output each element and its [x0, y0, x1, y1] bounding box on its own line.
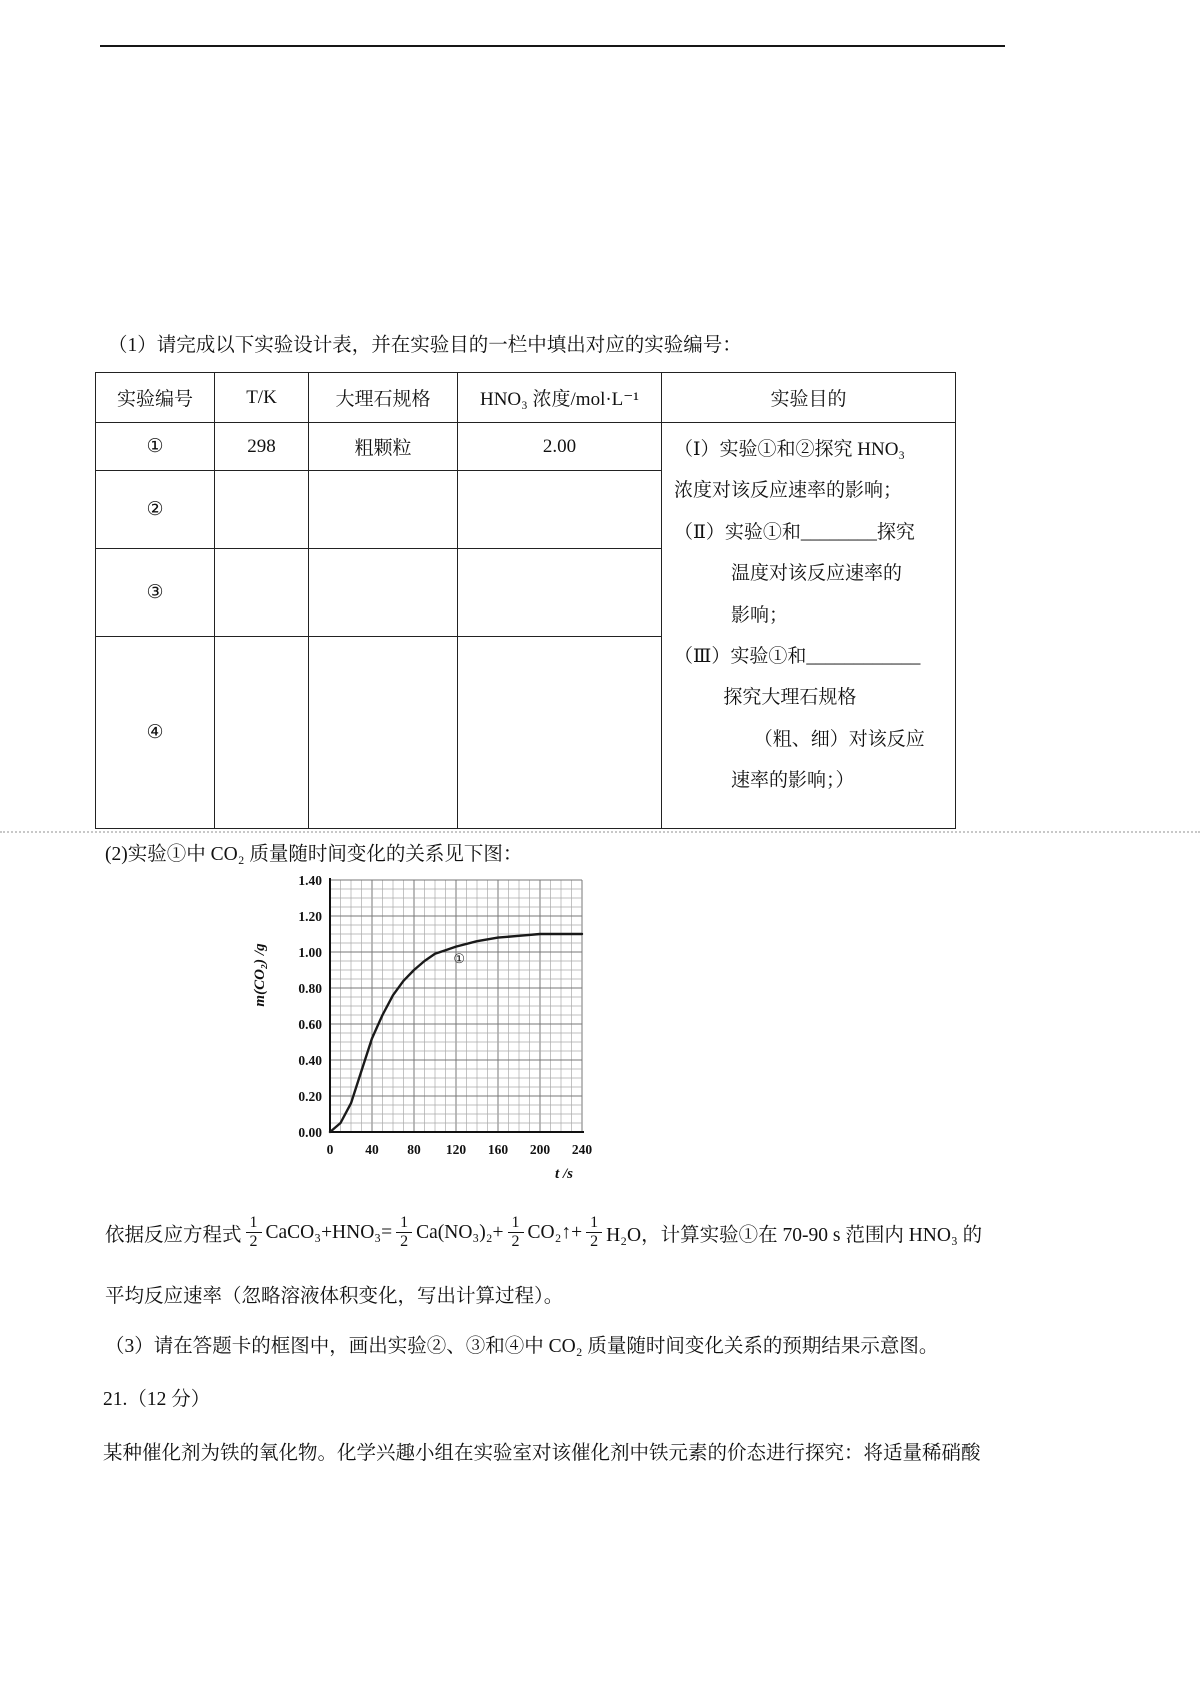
fraction-one-half: $\frac{1}{2}$: [508, 1214, 524, 1252]
chart-svg: [248, 866, 628, 1201]
curve-annotation: ①: [453, 951, 465, 967]
table-header-cell: 实验编号: [96, 373, 215, 423]
table-cell: 2.00: [458, 423, 662, 471]
co2-mass-time-chart: [248, 866, 628, 1206]
purpose-line: （Ⅰ）实验①和②探究 HNO₃: [674, 439, 906, 460]
table-cell: [309, 471, 458, 549]
table-cell: ①: [96, 423, 215, 471]
y-tick-label: 0.20: [298, 1089, 322, 1104]
x-tick-label: 0: [326, 1142, 334, 1157]
table-cell: ②: [96, 471, 215, 549]
y-tick-label: 1.00: [298, 945, 322, 960]
question-3: （3）请在答题卡的框图中，画出实验②、③和④中 CO₂ 质量随时间变化关系的预期结果示意图。: [105, 1336, 939, 1357]
y-tick-label: 0.80: [298, 981, 322, 996]
purpose-line: 温度对该反应速率的: [731, 563, 903, 585]
question-21-heading: 21.（12 分）: [103, 1389, 211, 1410]
equation-text: H₂O，: [606, 1224, 661, 1246]
equation-text: 依据反应方程式: [105, 1224, 242, 1246]
table-cell: [215, 637, 309, 829]
page-divider-dotted: [0, 831, 1200, 833]
table-cell: [309, 637, 458, 829]
fraction-one-half: $\frac{1}{2}$: [396, 1214, 412, 1252]
table-header-cell: T/K: [215, 373, 309, 423]
x-tick-label: 120: [445, 1142, 467, 1157]
table-header-cell: HNO₃ 浓度/mol·L⁻¹: [458, 373, 662, 423]
x-tick-label: 160: [487, 1142, 509, 1157]
fraction-one-half: $\frac{1}{2}$: [586, 1214, 602, 1252]
table-row: [96, 423, 956, 471]
purpose-line: （粗、细）对该反应: [753, 728, 925, 750]
question-2-intro: (2)实验①中 CO₂ 质量随时间变化的关系见下图：: [105, 844, 523, 865]
y-tick-label: 0.00: [298, 1125, 322, 1140]
experiment-design-table: [95, 372, 956, 829]
table-cell: 粗颗粒: [309, 423, 458, 471]
question-21-text: 某种催化剂为铁的氧化物。化学兴趣小组在实验室对该催化剂中铁元素的价态进行探究：将适量稀硝酸: [103, 1443, 981, 1464]
table-cell: [458, 637, 662, 829]
table-cell: 298: [215, 423, 309, 471]
x-tick-label: 240: [571, 1142, 593, 1157]
table-cell: [215, 549, 309, 637]
equation-continuation: 平均反应速率（忽略溶液体积变化，写出计算过程）。: [105, 1286, 564, 1307]
purpose-line: 浓度对该反应速率的影响；: [674, 480, 903, 502]
equation-text: Ca(NO₃)₂+: [416, 1221, 504, 1243]
x-tick-label: 200: [529, 1142, 551, 1157]
table-cell: ④: [96, 637, 215, 829]
fraction-one-half: $\frac{1}{2}$: [246, 1214, 262, 1252]
x-tick-label: 40: [365, 1142, 379, 1157]
y-tick-label: 0.40: [298, 1053, 322, 1068]
table-cell: [458, 549, 662, 637]
table-cell: [309, 549, 458, 637]
equation-text: 计算实验①在 70-90 s 范围内 HNO₃ 的: [660, 1224, 983, 1246]
table-header-row: [96, 373, 956, 423]
x-axis-label: t /s: [555, 1166, 573, 1182]
table-header-cell: 大理石规格: [309, 373, 458, 423]
equation-text: CaCO₃+HNO₃=: [265, 1221, 393, 1243]
purpose-line: 速率的影响；）: [731, 770, 855, 792]
equation-text: CO₂↑+: [527, 1221, 583, 1243]
header-rule: [100, 45, 1005, 47]
table-header-cell: 实验目的: [662, 373, 956, 423]
y-axis-label: m(CO₂) /g: [252, 943, 268, 1007]
table-cell: [458, 471, 662, 549]
table-cell: [215, 471, 309, 549]
purpose-line: （Ⅱ）实验①和________探究: [674, 521, 915, 543]
purpose-line: （Ⅲ）实验①和____________: [674, 646, 921, 668]
y-tick-label: 1.40: [298, 873, 322, 888]
purpose-line: 影响；: [731, 604, 789, 626]
table-cell: ③: [96, 549, 215, 637]
y-tick-label: 0.60: [298, 1017, 322, 1032]
experiment-purpose-cell: [662, 423, 956, 829]
question-1-intro: （1）请完成以下实验设计表，并在实验目的一栏中填出对应的实验编号：: [108, 335, 742, 356]
table-head: [96, 373, 956, 423]
purpose-line: 探究大理石规格: [723, 687, 857, 709]
x-tick-label: 80: [407, 1142, 421, 1157]
y-tick-label: 1.20: [298, 909, 322, 924]
table-body: [96, 423, 956, 829]
reaction-equation-line: [105, 1214, 1065, 1252]
